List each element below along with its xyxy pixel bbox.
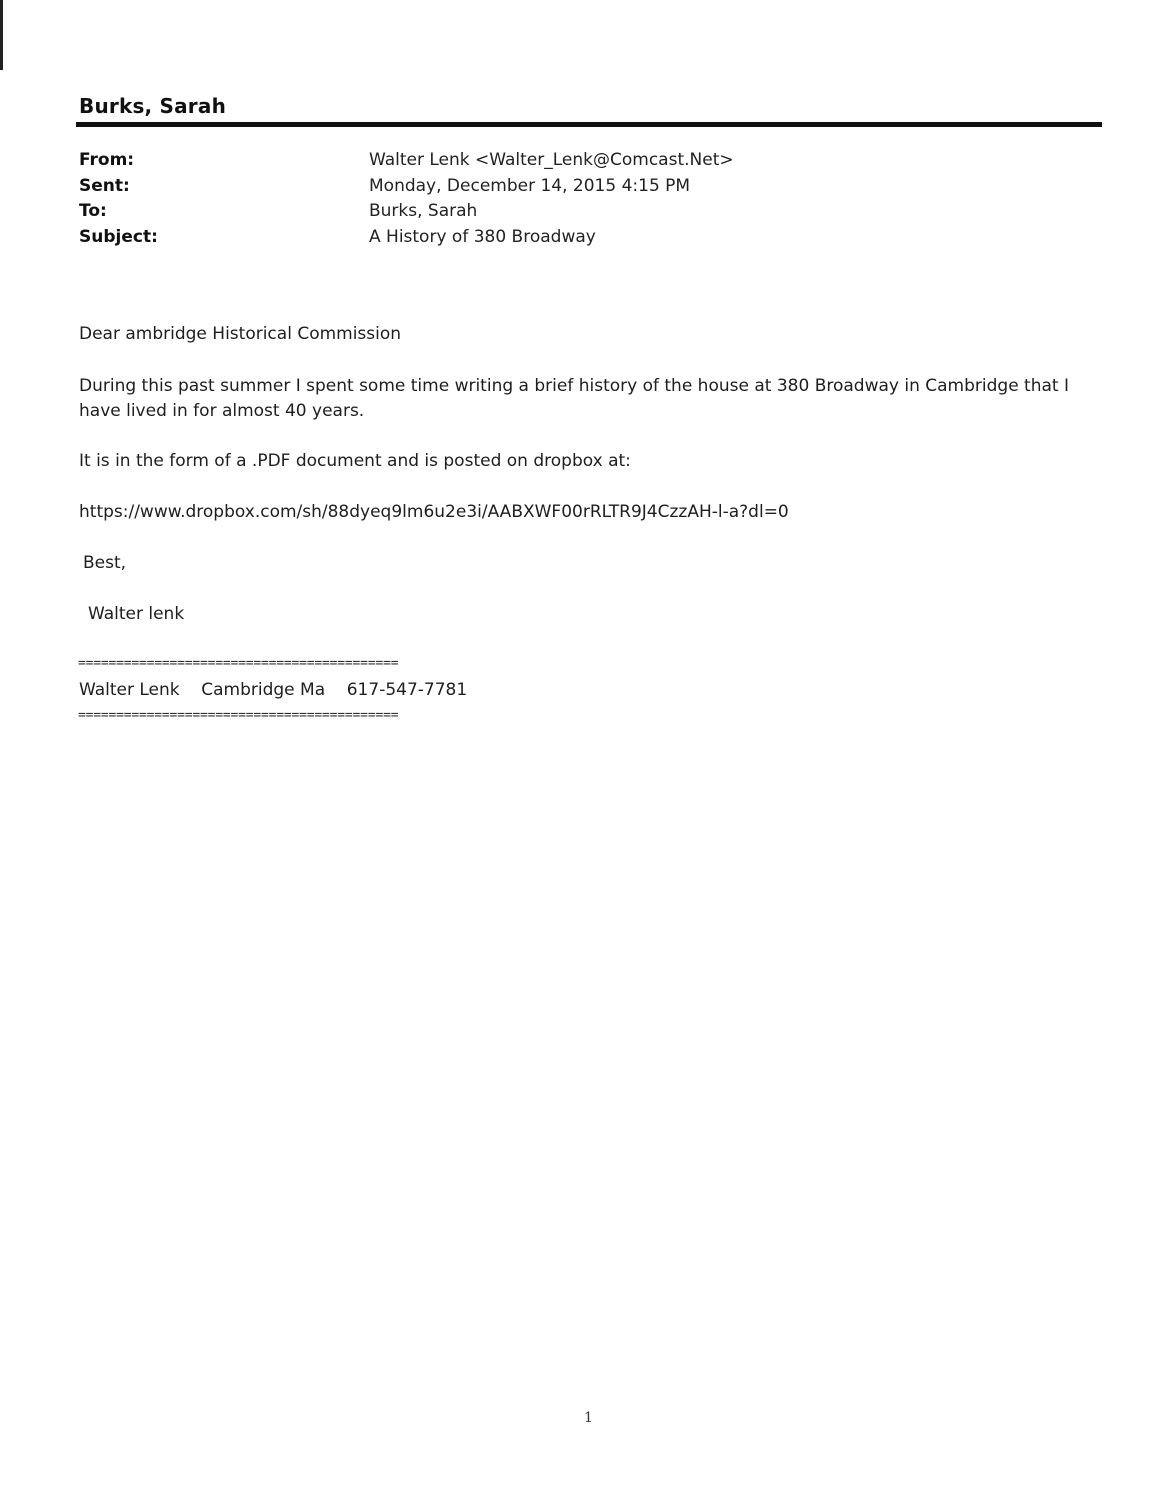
signature-name: Walter lenk [88,604,185,624]
subject-label: Subject: [79,226,158,247]
sent-row [79,174,1079,200]
subject-row [79,225,1079,251]
title-divider [76,122,1102,127]
page-number: 1 [584,1410,593,1426]
page-title: Burks, Sarah [79,94,227,118]
scan-edge-mark [0,0,3,70]
dropbox-link[interactable]: https://www.dropbox.com/sh/88dyeq9lm6u2e3i/AABXWF00rRLTR9J4CzzAH-l-a?dl=0 [79,502,789,522]
signature-separator-top: ========================================== [78,656,399,671]
sent-value: Monday, December 14, 2015 4:15 PM [369,175,691,196]
signature-contact-line: Walter Lenk Cambridge Ma 617-547-7781 [79,680,468,700]
to-row [79,199,1079,225]
from-label: From: [79,150,135,170]
greeting: Dear ambridge Historical Commission [79,324,402,344]
body-paragraph-1: During this past summer I spent some time writing a brief history of the house at 380 Broadway in Cambridge that I have lived in for almost 40 years. [79,376,1070,421]
closing: Best, [83,553,127,573]
sent-label: Sent: [79,175,130,196]
body-paragraph-2: It is in the form of a .PDF document and is posted on dropbox at: [79,451,631,471]
signature-separator-bottom: ========================================== [78,708,399,723]
to-label: To: [79,201,107,221]
subject-value: A History of 380 Broadway [369,226,596,247]
from-value: Walter Lenk <Walter_Lenk@Comcast.Net> [369,150,734,170]
from-row [79,148,1079,174]
to-value: Burks, Sarah [369,201,478,221]
email-header [79,148,1079,250]
